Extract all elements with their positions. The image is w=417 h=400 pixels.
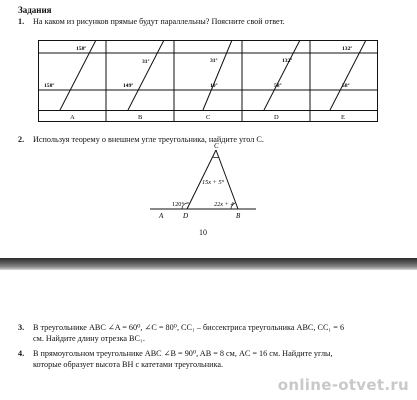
- task-4-number: 4.: [18, 349, 25, 358]
- point-b-label: B: [236, 212, 241, 220]
- fig-e-angle-top: 132º: [342, 46, 353, 52]
- task-3-line-2: см. Найдите длину отрезка BC₁.: [33, 334, 145, 343]
- fig-e-angle-bottom: 58º: [342, 83, 350, 89]
- task-3: [18, 322, 408, 344]
- task-3-number: 3.: [18, 323, 25, 332]
- task-4-line-2: которые образует высота BH с катетами треугольника.: [33, 360, 224, 369]
- fig-c-angle-top: 31º: [210, 58, 218, 64]
- vertex-c-label: C: [214, 142, 219, 150]
- exterior-angle-label: 120°: [172, 201, 184, 208]
- point-a-label: A: [159, 212, 164, 220]
- page-divider: [0, 258, 417, 270]
- fig-d-letter: D: [274, 114, 279, 121]
- point-d-label: D: [183, 212, 189, 220]
- page-number: 10: [199, 228, 207, 237]
- fig-b-letter: B: [138, 114, 143, 121]
- angle-b-expression: 22x + 4: [214, 201, 234, 208]
- fig-c-angle-bottom: 10º: [210, 83, 218, 89]
- task-3-line-1: В треугольнике ABC ∠A = 60⁰, ∠C = 80⁰, CC₁ – биссектриса треугольника ABC, CC₁ = 6: [33, 323, 345, 332]
- fig-a-letter: A: [70, 114, 75, 121]
- fig-a-angle-bottom: 158º: [44, 83, 55, 89]
- fig-b-angle-top: 31º: [142, 59, 150, 65]
- fig-d-angle-bottom: 58º: [274, 83, 282, 89]
- section-heading: Задания: [18, 5, 52, 15]
- task-1-number: 1.: [18, 17, 25, 26]
- task-2-number: 2.: [18, 135, 25, 144]
- fig-d-angle-top: 132º: [282, 58, 293, 64]
- fig-a-angle-top: 158º: [76, 46, 87, 52]
- parallel-lines-figure: [38, 40, 378, 122]
- task-2-text: Используя теорему о внешнем угле треугольника, найдите угол C.: [33, 135, 264, 144]
- triangle-figure: [150, 140, 260, 222]
- angle-c-expression: 15x + 5°: [202, 179, 225, 186]
- fig-e-letter: E: [341, 114, 345, 121]
- task-4-line-1: В прямоугольном треугольнике ABC ∠B = 90⁰, AB = 8 см, AC = 16 см. Найдите углы,: [33, 349, 333, 358]
- task-1: [18, 16, 285, 27]
- task-4: [18, 348, 408, 370]
- watermark: online-otvet.ru: [277, 376, 409, 394]
- fig-b-angle-bottom: 149º: [123, 83, 134, 89]
- task-1-text: На каком из рисунков прямые будут параллельны? Поясните свой ответ.: [33, 17, 285, 26]
- fig-c-letter: C: [206, 114, 211, 121]
